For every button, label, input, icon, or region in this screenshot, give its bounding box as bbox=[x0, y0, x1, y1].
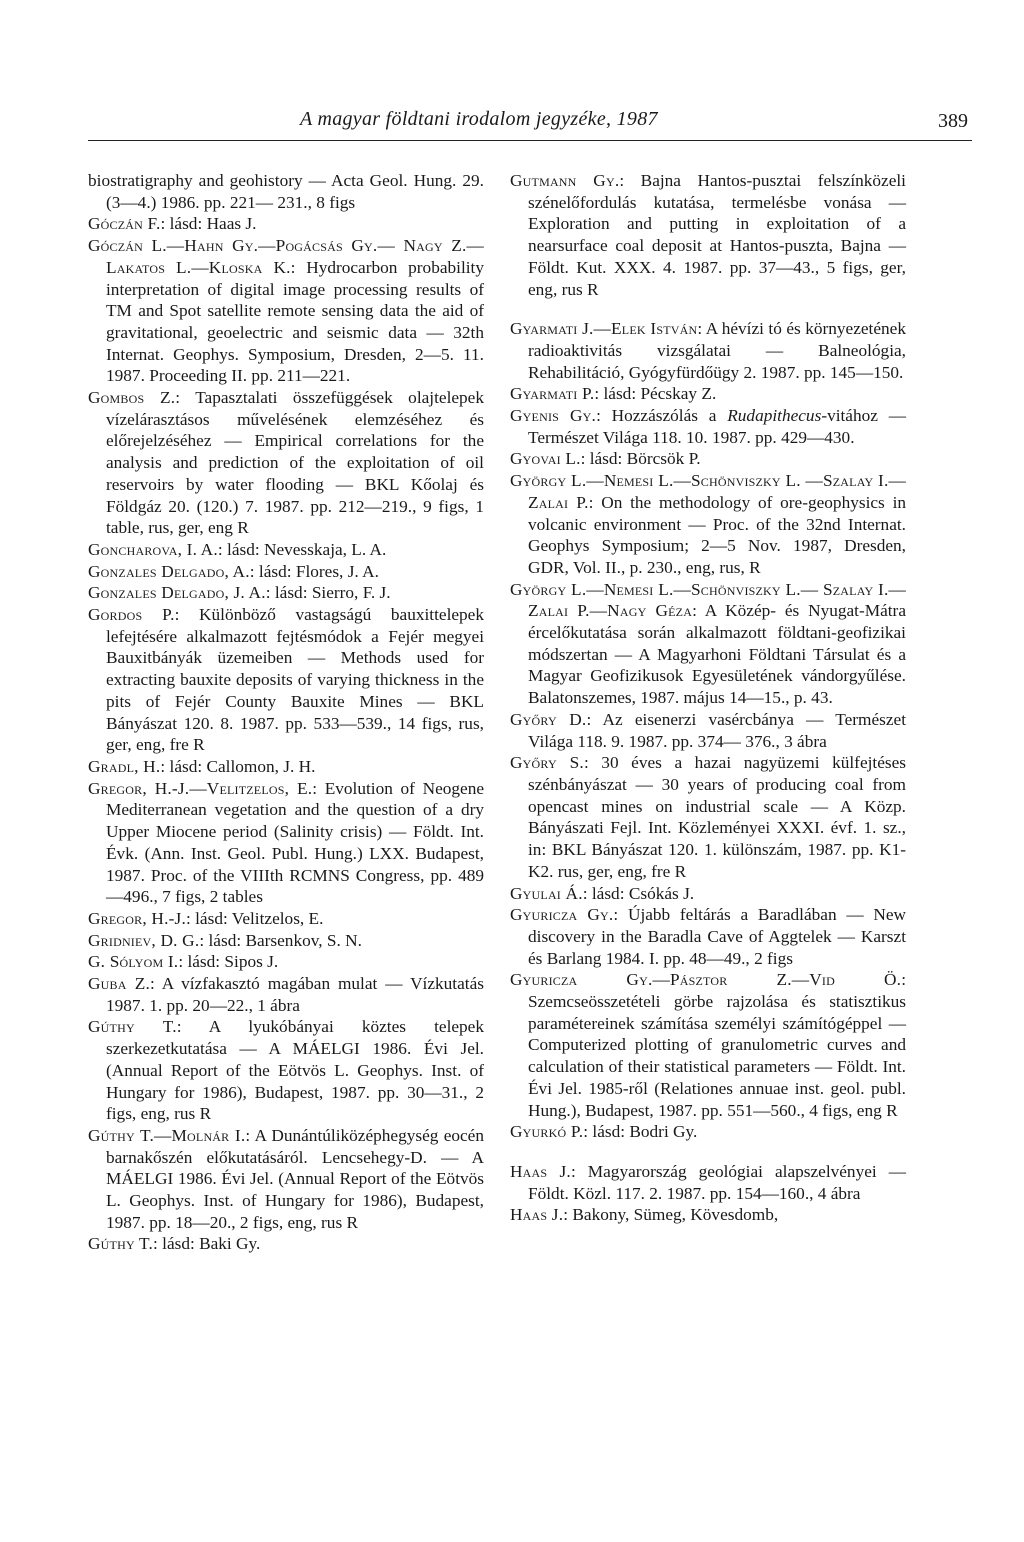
bibliography-entry bbox=[88, 951, 484, 973]
entry-text: : Evolution of Neogene Mediterranean vegetation and the question of a dry Upper Miocene period (Salinity crisis) — Földt. Int. Évk. (Ann. Inst. Geol. Publ. Hung.) LXX. Budapest, 1987. Proc. of the VIIIth RCMNS Congress, pp. 489—496., 7 figs, 2 tables bbox=[106, 778, 485, 907]
entry-author: Gúthy T. bbox=[88, 1234, 154, 1254]
bibliography-entry bbox=[510, 752, 906, 882]
entry-author: Gonzales Delgado, A. bbox=[88, 561, 250, 581]
bibliography-entry bbox=[88, 930, 484, 952]
entry-text: : lásd: Sipos J. bbox=[178, 952, 279, 972]
entry-text: : Az eisenerzi vasércbánya — Természet Világa 118. 9. 1987. pp. 374— 376., 3 ábra bbox=[528, 709, 906, 751]
entry-author: Gyarmati J.—Elek István bbox=[510, 319, 698, 339]
entry-author: György L.—Nemesi L.—Schönviszky L.— Szalay I.—Zalai P.—Nagy Géza bbox=[510, 579, 906, 621]
entry-author: G. Sólyom I. bbox=[88, 952, 179, 972]
entry-text: biostratigraphy and geohistory — Acta Geol. Hung. 29. (3—4.) 1986. pp. 221— 231., 8 figs bbox=[88, 171, 484, 212]
entry-text: : Magyarország geológiai alapszelvényei — Földt. Közl. 117. 2. 1987. pp. 154—160., 4 ábra bbox=[528, 1161, 906, 1203]
entry-author: Gregor, H.-J.—Velitzelos, E. bbox=[88, 778, 313, 798]
entry-text: : lásd: Nevesskaja, L. A. bbox=[217, 539, 387, 559]
entry-author: Gonzales Delgado, J. A. bbox=[88, 583, 266, 603]
bibliography-entry bbox=[88, 582, 484, 604]
bibliography-entry bbox=[510, 383, 906, 405]
running-header bbox=[88, 100, 972, 141]
bibliography-entry bbox=[88, 973, 484, 1016]
bibliography-entry bbox=[88, 604, 484, 756]
entry-text: : lásd: Pécskay Z. bbox=[594, 384, 717, 404]
entry-text: : A Közép- és Nyugat-Mátra ércelőkutatása során alkalmazott földtani-geofizikai módszertan — A Magyarhoni Földtani Társulat és a Magyar Geofizikusok Egyesületének vándorgyűlése. Balatonszemes, 1987. május 14—15., p. 43. bbox=[528, 601, 906, 708]
entry-author: György L.—Nemesi L.—Schönviszky L. —Szalay I.—Zalai P. bbox=[510, 471, 906, 512]
running-title: A magyar földtani irodalom jegyzéke, 1987 bbox=[300, 108, 658, 130]
entry-author: Gregor, H.-J. bbox=[88, 908, 186, 928]
bibliography-entry bbox=[510, 405, 906, 448]
entry-author: Gridniev, D. G. bbox=[88, 930, 200, 950]
entry-author: Góczán F. bbox=[88, 214, 161, 234]
bibliography-entry bbox=[510, 1204, 906, 1226]
bibliography-entry bbox=[88, 1233, 484, 1255]
entry-text: : Hydrocarbon probability interpretation of digital image processing results of TM and Spot satellite remote sensing data the aid of gravitational, geoelectric and seismic data — 32th Internat. Geophys. Symposium, Dresden, 2—5. 11. 1987. Proceeding II. pp. 211—221. bbox=[106, 257, 484, 386]
entry-text-prefix: : Hozzászólás a bbox=[596, 406, 728, 426]
bibliography-entry bbox=[510, 448, 906, 470]
bibliography-entry bbox=[510, 470, 906, 579]
entry-author: Gombos Z. bbox=[88, 388, 176, 408]
entry-text: : A vízfakasztó magában mulat — Vízkutatás 1987. 1. pp. 20—22., 1 ábra bbox=[106, 974, 484, 1015]
bibliography-entry bbox=[510, 883, 906, 905]
entry-text: : lásd: Csókás J. bbox=[582, 883, 695, 903]
entry-author: Góczán L.—Hahn Gy.—Pogácsás Gy.— Nagy Z.—Lakatos L.—Kloska K. bbox=[88, 236, 484, 277]
left-column bbox=[88, 170, 484, 1255]
entry-author: Gúthy T. bbox=[88, 1017, 177, 1037]
entry-text: : lásd: Velitzelos, E. bbox=[186, 908, 324, 928]
entry-text: : On the methodology of ore-geophysics in volcanic environment — Proc. of the 32nd Internat. Geophys Symposium; 2—5 Nov. 1987, Dresden, GDR, Vol. II., p. 230., eng, rus, R bbox=[528, 492, 907, 577]
entry-text: : lásd: Barsenkov, S. N. bbox=[199, 930, 362, 950]
entry-author: Guba Z. bbox=[88, 974, 150, 994]
entry-author: Gyurkó P. bbox=[510, 1122, 584, 1142]
right-column bbox=[510, 170, 906, 1226]
entry-italic-term: Rudapithecus bbox=[727, 406, 822, 426]
entry-text: : lásd: Bodri Gy. bbox=[583, 1122, 698, 1142]
bibliography-entry bbox=[88, 213, 484, 235]
entry-author: Gyuricza Gy.—Pásztor Z.—Vid Ö. bbox=[510, 970, 902, 990]
bibliography-entry bbox=[88, 170, 484, 213]
entry-text: : 30 éves a hazai nagyüzemi külfejtéses szénbányászat — 30 years of producing coal from opencast mines on industrial scale — A Közp. Bányászati Fejl. Int. Közleményei XXXI. évf. 1. sz., in: BKL Bányászat 120. 1. különszám, 1987. pp. K1-K2. rus, ger, eng, fre R bbox=[528, 753, 907, 881]
entry-author: Gúthy T.—Molnár I. bbox=[88, 1125, 246, 1145]
entry-author: Haas J. bbox=[510, 1161, 571, 1181]
bibliography-entry bbox=[88, 1016, 484, 1125]
bibliography-entry bbox=[510, 969, 906, 1121]
entry-text: : lásd: Sierro, F. J. bbox=[265, 583, 391, 603]
entry-text: : Bakony, Sümeg, Kövesdomb, bbox=[563, 1205, 779, 1225]
entry-text: : A Dunántúliközéphegység eocén barnakőszén előkutatásáról. Lencsehegy-D. — A MÁELGI 1986. Évi Jel. (Annual Report of the Eötvös L. Geophys. Inst. of Hungary for 1986), Budapest, 1987. pp. 18—20., 2 figs, eng, rus R bbox=[106, 1125, 484, 1232]
entry-author: Győry S. bbox=[510, 753, 584, 773]
entry-text: : lásd: Baki Gy. bbox=[153, 1234, 261, 1254]
entry-author: Gyovai L. bbox=[510, 449, 581, 469]
bibliography-entry bbox=[88, 908, 484, 930]
entry-author: Gyarmati P. bbox=[510, 384, 595, 404]
bibliography-entry bbox=[510, 709, 906, 752]
entry-author: Gyulai Á. bbox=[510, 883, 583, 903]
bibliography-entry bbox=[510, 170, 906, 300]
entry-text: : Szemcseösszetételi görbe rajzolása és statisztikus paramétereinek számítása személyi számítógéppel — Computerized plotting of granulometric curves and calculation of their statistical parameters — Földt. Int. Évi Jel. 1985-ről (Relationes annuae inst. geol. publ. Hung.), Budapest, 1987. pp. 551—560., 4 figs, eng R bbox=[528, 970, 906, 1120]
page-number: 389 bbox=[938, 110, 968, 132]
entry-author: Gutmann Gy. bbox=[510, 171, 620, 190]
bibliography-entry bbox=[88, 539, 484, 561]
bibliography-entry bbox=[88, 561, 484, 583]
entry-text: : Újabb feltárás a Baradlában — New discovery in the Baradla Cave of Aggtelek — Karszt és Barlang 1984. I. pp. 48—49., 2 figs bbox=[528, 905, 906, 968]
entry-text: : Bajna Hantos-pusztai felszínközeli szénelőfordulás kutatása, termelésbe vonása — Exploration and putting in exploitation of a nearsurface coal deposit at Hantos-puszta, Bajna — Földt. Kut. XXX. 4. 1987. pp. 37—43., 5 figs, ger, eng, rus R bbox=[528, 171, 906, 299]
bibliography-entry bbox=[88, 1125, 484, 1234]
entry-author: Győry D. bbox=[510, 709, 587, 729]
entry-text: : lásd: Flores, J. A. bbox=[249, 561, 379, 581]
entry-text: : Különböző vastagságú bauxittelepek lefejtésére alkalmazott fejtésmódok a Fejér megyei Bauxitbányák üzemeiben — Methods used for extracting bauxite deposits of varying thickness in the pits of Fejér County Bauxite Mines — BKL Bányászat 120. 8. 1987. pp. 533—539., 14 figs, rus, ger, eng, fre R bbox=[106, 605, 484, 755]
entry-author: Gordos P. bbox=[88, 605, 175, 625]
bibliography-entry bbox=[510, 1161, 906, 1204]
entry-author: Gradl, H. bbox=[88, 756, 161, 776]
bibliography-entry bbox=[88, 235, 484, 387]
entry-text: : A lyukóbányai köztes telepek szerkezetkutatása — A MÁELGI 1986. Évi Jel. (Annual Report of the Eötvös L. Geophys. Inst. of Hungary for 1986), Budapest, 1987. pp. 30—31., 2 figs, eng, rus R bbox=[106, 1017, 484, 1124]
entry-text: : Tapasztalati összefüggések olajtelepek vízelárasztásos művelésének elemzéséhez és előrejelzéséhez — Empirical correlations for the analysis and prediction of the exploitation of oil reservoirs by water flooding — BKL Kőolaj és Földgáz 20. (120.) 7. 1987. pp. 212—219., 9 figs, 1 table, rus, ger, eng R bbox=[106, 388, 484, 538]
entry-author: Goncharova, I. A. bbox=[88, 539, 218, 559]
bibliography-entry bbox=[510, 904, 906, 969]
entry-text: : lásd: Börcsök P. bbox=[580, 449, 701, 469]
bibliography-entry bbox=[88, 387, 484, 539]
entry-author: Gyenis Gy. bbox=[510, 406, 597, 426]
bibliography-entry bbox=[510, 579, 906, 709]
bibliography-entry bbox=[510, 318, 906, 383]
bibliography-entry bbox=[510, 1121, 906, 1143]
entry-text: : A hévízi tó és környezetének radioaktivitás vizsgálatai — Balneológia, Rehabilitáció, Gyógyfürdőügy 2. 1987. pp. 145—150. bbox=[528, 319, 906, 382]
entry-author: Gyuricza Gy. bbox=[510, 905, 614, 925]
entry-text: -vitához — Természet Világa 118. 10. 1987. pp. 429—430. bbox=[528, 406, 906, 447]
entry-text: : lásd: Callomon, J. H. bbox=[160, 756, 316, 776]
bibliography-entry bbox=[88, 778, 484, 908]
entry-text: : lásd: Haas J. bbox=[160, 214, 257, 234]
bibliography-entry bbox=[88, 756, 484, 778]
entry-author: Haas J. bbox=[510, 1205, 564, 1225]
